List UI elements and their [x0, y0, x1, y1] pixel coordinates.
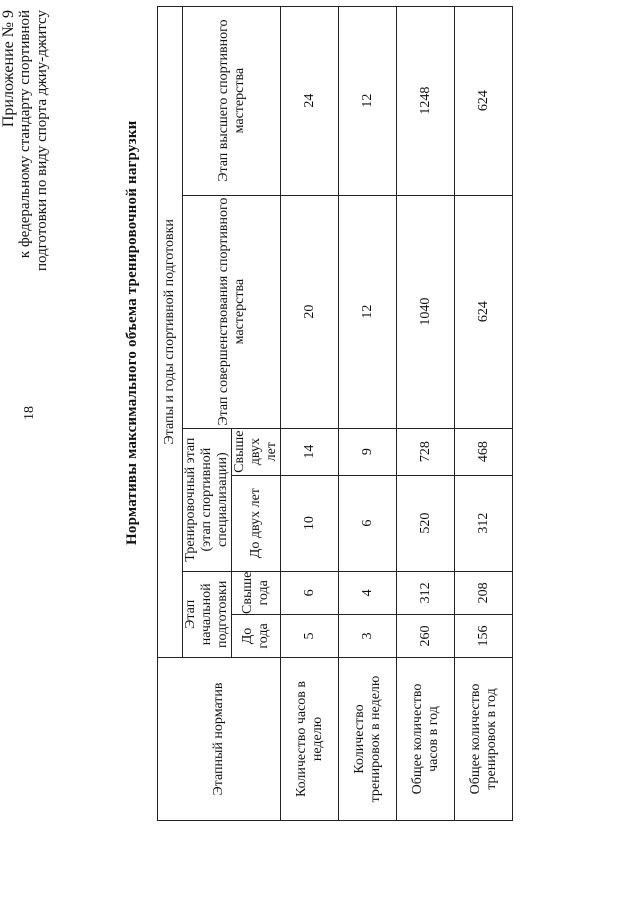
header-stages-years: Этапы и годы спортивной подготовки [158, 6, 183, 657]
subheader-up-to-two-years: До двух лет [232, 475, 281, 571]
cell: 10 [281, 475, 339, 571]
subheader-up-to-year: До года [232, 615, 281, 658]
cell: 5 [281, 615, 339, 658]
cell: 1040 [397, 195, 455, 428]
header-training-stage: Тренировочный этап (этап спортивной специализации) [183, 428, 232, 571]
row-label: Количество часов в неделю [281, 658, 339, 821]
annex-line-2: к федеральному стандарту спортивной [17, 10, 33, 259]
row-label: Общее количество тренировок в год [455, 658, 513, 821]
table-row [397, 6, 455, 820]
cell: 624 [455, 6, 513, 195]
header-stage-norm: Этапный норматив [158, 658, 281, 821]
header-improvement-stage: Этап совершенствования спортивного мастерства [183, 195, 281, 428]
header-initial-stage: Этап начальной подготовки [183, 571, 232, 657]
table-row [339, 6, 397, 820]
cell: 14 [281, 428, 339, 475]
annex-number: Приложение № 9 [0, 10, 17, 128]
cell: 468 [455, 428, 513, 475]
cell: 3 [339, 615, 397, 658]
subheader-over-two-years: Свыше двух лет [232, 428, 281, 475]
document-title: Нормативы максимального объема тренировочной нагрузки [124, 120, 140, 545]
training-load-table [157, 6, 513, 821]
subheader-over-year: Свыше года [232, 571, 281, 614]
cell: 24 [281, 6, 339, 195]
cell: 4 [339, 571, 397, 614]
cell: 624 [455, 195, 513, 428]
table-row [281, 6, 339, 820]
header-highest-stage: Этап высшего спортивного мастерства [183, 6, 281, 195]
annex-line-3: подготовки по виду спорта джиу-джитсу [34, 10, 50, 271]
row-label: Количество тренировок в неделю [339, 658, 397, 821]
cell: 728 [397, 428, 455, 475]
page-number: 18 [22, 406, 37, 420]
cell: 9 [339, 428, 397, 475]
cell: 6 [281, 571, 339, 614]
cell: 312 [455, 475, 513, 571]
table-row [455, 6, 513, 820]
cell: 12 [339, 195, 397, 428]
cell: 6 [339, 475, 397, 571]
cell: 520 [397, 475, 455, 571]
cell: 20 [281, 195, 339, 428]
cell: 1248 [397, 6, 455, 195]
cell: 208 [455, 571, 513, 614]
annex-header [0, 10, 51, 430]
cell: 12 [339, 6, 397, 195]
row-label: Общее количество часов в год [397, 658, 455, 821]
cell: 260 [397, 615, 455, 658]
cell: 312 [397, 571, 455, 614]
cell: 156 [455, 615, 513, 658]
